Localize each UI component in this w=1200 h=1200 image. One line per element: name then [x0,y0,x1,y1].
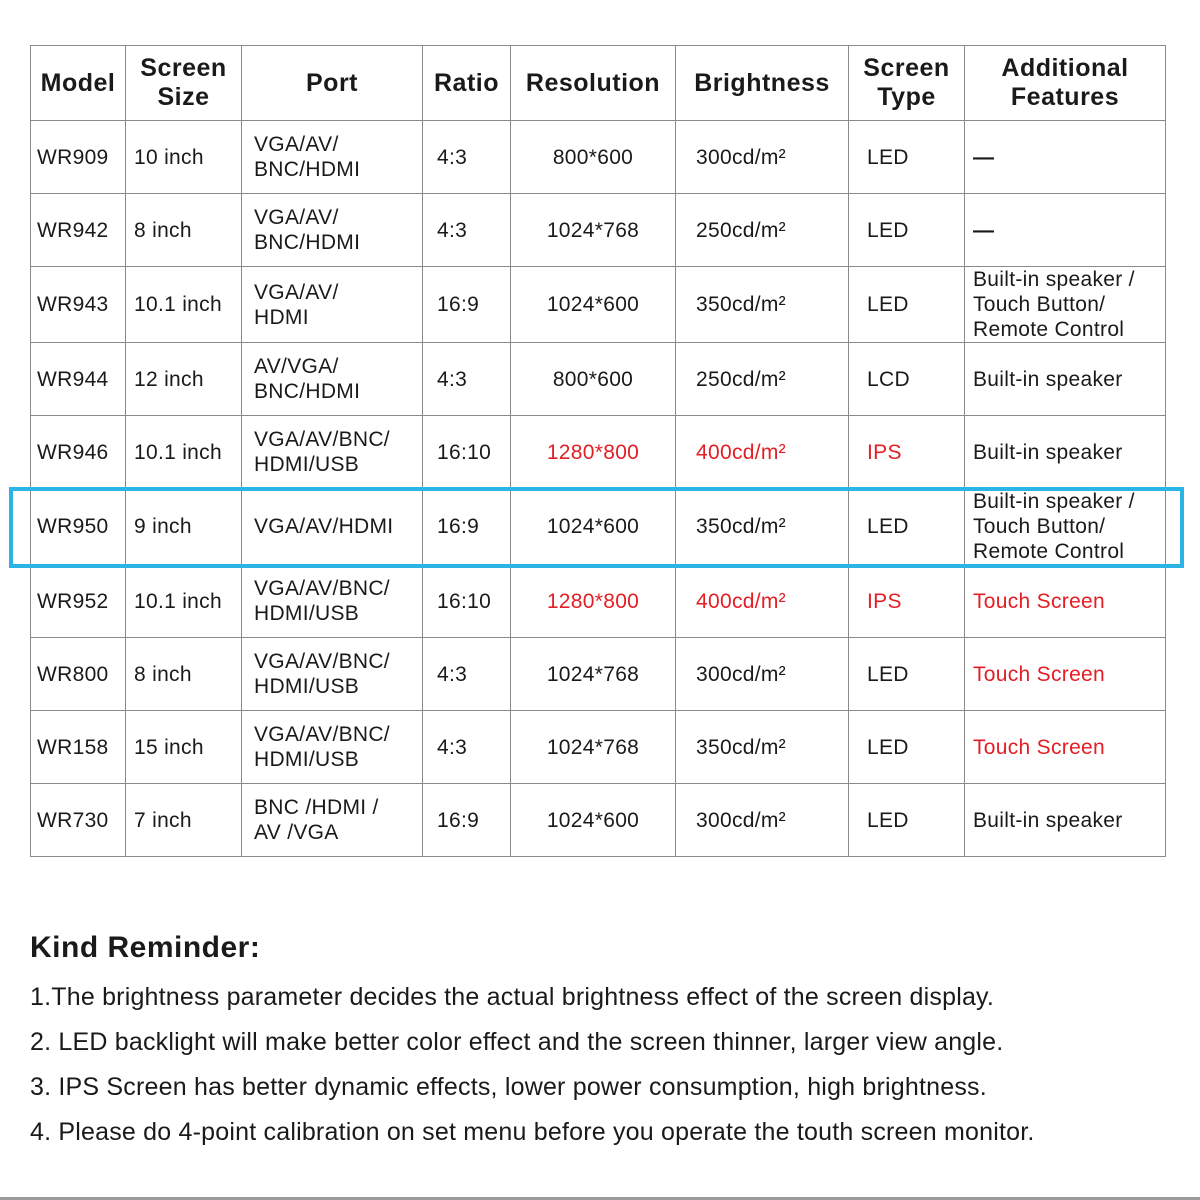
cell-brightness [676,121,849,194]
cell-additional-features-line: Touch Button/ [973,293,1106,316]
cell-port-line: BNC /HDMI / [254,796,379,819]
cell-ratio-text: 16:9 [437,293,480,316]
cell-additional-features-line: Remote Control [973,540,1125,563]
kind-reminder-section [30,928,1190,1162]
cell-ratio [423,565,511,638]
cell-screen-size [126,194,242,267]
cell-screen-type-text: LED [867,735,909,759]
cell-resolution [511,711,676,784]
cell-screen-type-text: IPS [867,589,902,613]
cell-resolution-text: 1280*800 [546,440,640,464]
cell-screen-type [849,416,965,489]
cell-screen-type [849,121,965,194]
table-row [31,711,1166,784]
cell-model [31,121,126,194]
cell-port [242,784,423,857]
cell-resolution [511,489,676,565]
cell-brightness [676,711,849,784]
cell-port-line: HDMI [254,305,309,329]
cell-resolution-text: 1024*768 [546,218,640,242]
cell-screen-type [849,489,965,565]
cell-model-text: WR943 [37,293,109,316]
table-header-row [31,46,1166,121]
cell-brightness-text: 250cd/m² [696,367,786,391]
cell-screen-type-text: LED [867,293,909,316]
cell-model-text: WR942 [37,218,109,242]
cell-brightness-text: 300cd/m² [696,145,786,169]
cell-ratio [423,489,511,565]
cell-screen-type [849,267,965,343]
cell-ratio-text: 4:3 [437,218,468,242]
cell-screen-size [126,121,242,194]
cell-screen-size-text: 8 inch [134,662,192,686]
cell-additional-features-line: Built-in speaker [973,440,1123,464]
cell-port-line: VGA/AV/ [254,280,339,304]
cell-model-text: WR944 [37,367,109,391]
cell-port-line: HDMI/USB [254,453,360,476]
cell-screen-type [849,194,965,267]
cell-resolution [511,121,676,194]
cell-port [242,194,423,267]
cell-screen-size [126,565,242,638]
cell-port [242,711,423,784]
cell-additional-features [965,416,1166,489]
cell-resolution [511,416,676,489]
cell-port [242,267,423,343]
cell-port [242,565,423,638]
cell-model [31,638,126,711]
cell-brightness-text: 300cd/m² [696,662,786,686]
cell-port-line: HDMI/USB [254,602,360,625]
cell-resolution [511,638,676,711]
cell-additional-features-line: Touch Button/ [973,515,1106,538]
cell-brightness-text: 300cd/m² [696,808,786,832]
table-body [31,121,1166,857]
cell-model [31,565,126,638]
cell-model [31,267,126,343]
table-row [31,416,1166,489]
cell-model-text: WR909 [37,145,109,169]
cell-resolution-text: 1280*800 [546,589,640,613]
table-row [31,121,1166,194]
cell-port-line: BNC/HDMI [254,231,361,254]
cell-screen-type-text: LED [867,145,909,169]
cell-resolution [511,267,676,343]
cell-additional-features-line: — [973,218,995,242]
cell-additional-features [965,784,1166,857]
cell-port-line: VGA/AV/BNC/ [254,577,390,600]
cell-port [242,489,423,565]
cell-screen-size-text: 7 inch [134,808,192,832]
cell-brightness-text: 250cd/m² [696,218,786,242]
cell-brightness [676,565,849,638]
cell-model-text: WR950 [37,515,109,538]
cell-additional-features-line: Touch Screen [973,662,1106,686]
cell-resolution-text: 1024*768 [546,662,640,686]
cell-screen-size-text: 15 inch [134,735,204,759]
cell-additional-features [965,711,1166,784]
cell-ratio-text: 16:10 [437,589,492,613]
cell-ratio [423,638,511,711]
cell-additional-features-line: Remote Control [973,318,1125,341]
cell-screen-size-text: 10.1 inch [134,440,222,464]
cell-port-line: AV/VGA/ [254,355,339,378]
spec-comparison-table [30,45,1166,857]
cell-model-text: WR952 [37,589,109,613]
cell-screen-size [126,267,242,343]
cell-port-line: VGA/AV/HDMI [254,515,394,538]
cell-ratio-text: 4:3 [437,145,468,169]
cell-screen-type-text: LED [867,808,909,832]
cell-resolution-text: 1024*600 [546,293,640,316]
reminder-line-2: 2. LED backlight will make better color effect and the screen thinner, larger view angle. [30,1028,1004,1056]
cell-screen-size [126,343,242,416]
cell-brightness [676,194,849,267]
cell-model [31,343,126,416]
table-row [31,565,1166,638]
cell-brightness-text: 350cd/m² [696,293,786,316]
cell-resolution-text: 1024*768 [546,735,640,759]
cell-screen-size [126,489,242,565]
cell-port [242,121,423,194]
cell-screen-size-text: 12 inch [134,367,204,391]
cell-screen-size [126,416,242,489]
cell-model-text: WR730 [37,808,109,832]
header-resolution: Resolution [511,46,676,121]
cell-additional-features-line: Built-in speaker [973,367,1123,391]
cell-brightness [676,343,849,416]
cell-model [31,416,126,489]
table-row [31,784,1166,857]
cell-additional-features [965,267,1166,343]
cell-screen-size-text: 8 inch [134,218,192,242]
cell-resolution-text: 1024*600 [546,808,640,832]
cell-ratio [423,121,511,194]
header-screen-size: Screen Size [126,46,242,121]
cell-brightness [676,489,849,565]
cell-screen-size-text: 10.1 inch [134,293,222,316]
cell-ratio [423,784,511,857]
cell-screen-size-text: 10.1 inch [134,589,222,613]
cell-screen-type [849,343,965,416]
cell-additional-features-line: Touch Screen [973,589,1106,613]
cell-port-line: BNC/HDMI [254,380,361,403]
cell-screen-size-text: 10 inch [134,145,204,169]
cell-port-line: HDMI/USB [254,748,360,771]
cell-model [31,784,126,857]
cell-port-line: VGA/AV/BNC/ [254,428,390,451]
cell-screen-size-text: 9 inch [134,515,192,538]
cell-port-line: VGA/AV/ [254,206,339,229]
cell-port-line: VGA/AV/BNC/ [254,723,390,746]
cell-screen-type [849,711,965,784]
cell-model [31,489,126,565]
cell-screen-size [126,711,242,784]
cell-additional-features-line: Built-in speaker / [973,268,1135,291]
table-row [31,343,1166,416]
header-port: Port [242,46,423,121]
cell-port-line: VGA/AV/ [254,133,339,156]
cell-additional-features [965,638,1166,711]
cell-model [31,711,126,784]
cell-screen-size [126,638,242,711]
cell-ratio-text: 4:3 [437,662,468,686]
cell-brightness-text: 350cd/m² [696,515,786,538]
cell-additional-features-line: — [973,145,995,169]
cell-ratio [423,343,511,416]
cell-model [31,194,126,267]
cell-additional-features-line: Touch Screen [973,735,1106,759]
cell-brightness [676,267,849,343]
cell-brightness-text: 350cd/m² [696,735,786,759]
cell-screen-size [126,784,242,857]
cell-port-line: AV /VGA [254,821,339,844]
cell-screen-type-text: LCD [867,367,910,391]
cell-port [242,416,423,489]
reminder-line-1: 1.The brightness parameter decides the actual brightness effect of the screen display. [30,983,995,1011]
cell-additional-features-line: Built-in speaker / [973,490,1135,513]
cell-additional-features [965,489,1166,565]
cell-resolution-text: 1024*600 [546,515,640,538]
cell-port [242,638,423,711]
cell-resolution [511,565,676,638]
cell-screen-type-text: IPS [867,440,902,464]
table-row [31,489,1166,565]
cell-ratio [423,194,511,267]
cell-resolution-text: 800*600 [552,367,634,391]
cell-resolution-text: 800*600 [552,145,634,169]
cell-additional-features [965,121,1166,194]
cell-ratio-text: 4:3 [437,367,468,391]
cell-brightness [676,638,849,711]
header-additional-features: Additional Features [965,46,1166,121]
cell-additional-features [965,194,1166,267]
cell-ratio-text: 16:10 [437,440,492,464]
reminder-title: Kind Reminder: [30,931,261,964]
cell-additional-features [965,343,1166,416]
cell-ratio [423,711,511,784]
table-row [31,638,1166,711]
cell-brightness [676,416,849,489]
cell-ratio-text: 16:9 [437,515,480,538]
table-row [31,267,1166,343]
cell-brightness-text: 400cd/m² [696,589,786,613]
cell-screen-type [849,638,965,711]
table-row [31,194,1166,267]
cell-ratio [423,416,511,489]
cell-ratio-text: 16:9 [437,808,480,832]
cell-resolution [511,194,676,267]
cell-model-text: WR158 [37,735,109,759]
cell-screen-type-text: LED [867,662,909,686]
reminder-line-3: 3. IPS Screen has better dynamic effects, lower power consumption, high brightness. [30,1073,987,1101]
cell-resolution [511,343,676,416]
cell-model-text: WR946 [37,440,109,464]
cell-additional-features-line: Built-in speaker [973,808,1123,832]
cell-port-line: HDMI/USB [254,675,360,698]
cell-screen-type-text: LED [867,218,909,242]
header-screen-type: Screen Type [849,46,965,121]
header-ratio: Ratio [423,46,511,121]
cell-model-text: WR800 [37,662,109,686]
cell-screen-type [849,565,965,638]
cell-screen-type-text: LED [867,515,909,538]
header-model: Model [31,46,126,121]
cell-ratio-text: 4:3 [437,735,468,759]
cell-port-line: VGA/AV/BNC/ [254,650,390,673]
cell-port-line: BNC/HDMI [254,158,361,181]
cell-port [242,343,423,416]
cell-screen-type [849,784,965,857]
cell-additional-features [965,565,1166,638]
reminder-line-4: 4. Please do 4-point calibration on set menu before you operate the touth screen monitor. [30,1118,1035,1146]
cell-resolution [511,784,676,857]
cell-brightness-text: 400cd/m² [696,440,786,464]
header-brightness: Brightness [676,46,849,121]
cell-brightness [676,784,849,857]
cell-ratio [423,267,511,343]
